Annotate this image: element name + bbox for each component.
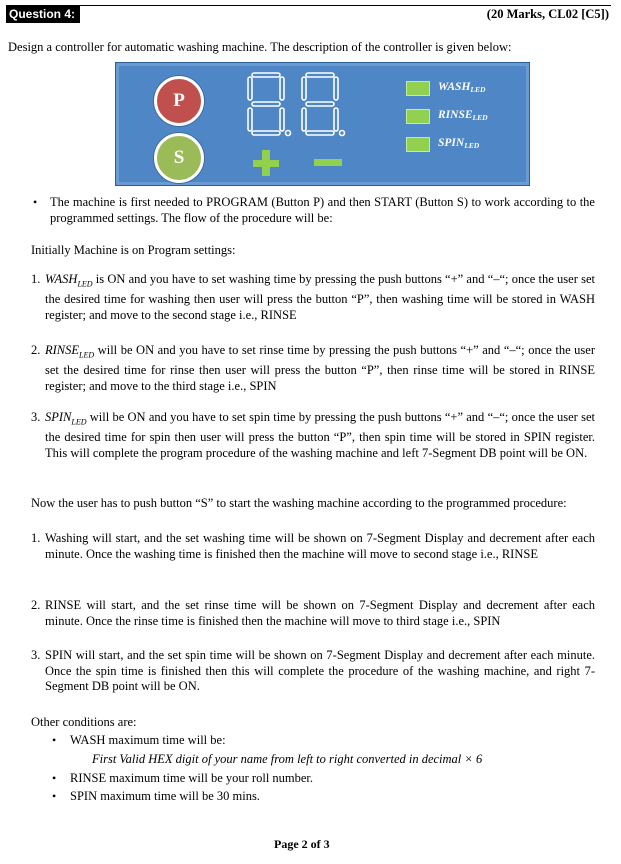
bullet-dot-icon: •	[52, 789, 57, 803]
step-number: 3.	[31, 410, 41, 424]
program-button: P	[154, 76, 204, 126]
step-var: $SPIN_{LED}$	[45, 410, 87, 427]
segment-a	[252, 73, 280, 77]
question-label: Question 4:	[6, 6, 80, 23]
start-button: S	[154, 133, 204, 183]
plus-button-icon	[253, 150, 279, 176]
wash-max-text: WASH maximum time will be:	[70, 733, 226, 747]
segment-e	[248, 108, 252, 131]
decimal-point	[340, 131, 345, 136]
run-step-3: SPIN will start, and the set spin time will be shown on 7-Segment Display and decrement after each minute. Once the spin time is finished then this will complete the procedure of the washing machine, and right 7-Segment DB point will be ON.	[45, 648, 595, 693]
decimal-point	[286, 131, 291, 136]
segment-d	[252, 131, 280, 135]
program-step-3: $SPIN_{LED}$ will be ON and you have to set spin time by pressing the push buttons “+” and “–“; once the user set the desired time for spin then user will press the button “P”, then spin time will be stored in SPIN register. This will complete the program procedure of the washing machine and left 7-Segment DB point will be ON.	[45, 410, 595, 460]
wash-led-label: $WASH_{LED}$	[438, 81, 486, 94]
start-intro-text: Now the user has to push button “S” to start the washing machine according to the programmed procedure:	[31, 496, 567, 510]
program-step-1: $WASH_{LED}$ is ON and you have to set washing time by pressing the push buttons “+” and “–“; once the user set the desired time for washing then user will press the button “P”, then washing time will be stored in WASH register; and move to the second stage i.e., RINSE	[45, 272, 595, 322]
run-step-2: RINSE will start, and the set rinse time will be shown on 7-Segment Display and decrement after each minute. Once the rinse time is finished then the machine will move to third stage i.e., SPIN	[45, 598, 595, 628]
wash-led-indicator	[406, 81, 430, 96]
controller-panel	[115, 62, 530, 186]
spin-led-indicator	[406, 137, 430, 152]
segment-f	[248, 77, 252, 100]
rinse-max-text: RINSE maximum time will be your roll number.	[70, 771, 314, 785]
marks-label: (20 Marks, CL02 [C5])	[486, 7, 609, 21]
segment-c	[334, 108, 338, 131]
bullet-dot-icon: •	[52, 771, 57, 785]
rinse-led-label: $RINSE_{LED}$	[438, 109, 488, 122]
segment-b	[280, 77, 284, 100]
step-number: 1.	[31, 272, 41, 286]
step-number: 1.	[31, 531, 41, 545]
step-number: 2.	[31, 343, 41, 357]
wash-max-formula: First Valid HEX digit of your name from left to right converted in decimal × 6	[92, 752, 483, 766]
minus-button-icon	[314, 159, 342, 166]
segment-e	[302, 108, 306, 131]
bullet-dot-icon: •	[33, 195, 38, 209]
other-conditions-title: Other conditions are:	[31, 715, 137, 729]
run-step-1: Washing will start, and the set washing time will be shown on 7-Segment Display and decrement after each minute. Once the washing time is finished then the machine will move to second stage i.e., RINSE	[45, 531, 595, 561]
segment-f	[302, 77, 306, 100]
segment-d	[306, 131, 334, 135]
rinse-led-indicator	[406, 109, 430, 124]
question-header	[6, 5, 611, 23]
segment-c	[280, 108, 284, 131]
program-step-2: $RINSE_{LED}$ will be ON and you have to set rinse time by pressing the push buttons “+” and “–“; once the user set the desired time for rinse then user will press the button “P”, then rinse time will be stored in RINSE register; and move to the third stage i.e., SPIN	[45, 343, 595, 393]
bullet-dot-icon: •	[52, 733, 57, 747]
segment-g	[252, 102, 280, 106]
seven-segment-display	[244, 71, 354, 141]
page-number: Page 2 of 3	[274, 837, 330, 851]
spin-led-label: $SPIN_{LED}$	[438, 137, 480, 150]
segment-b	[334, 77, 338, 100]
intro-text: Design a controller for automatic washing machine. The description of the controller is given below:	[8, 40, 512, 54]
initially-text: Initially Machine is on Program settings:	[31, 243, 236, 257]
main-bullet-text: The machine is first needed to PROGRAM (Button P) and then START (Button S) to work according to the programmed settings. The flow of the procedure will be:	[50, 195, 595, 225]
spin-max-text: SPIN maximum time will be 30 mins.	[70, 789, 260, 803]
step-var: $WASH_{LED}$	[45, 272, 93, 289]
step-number: 2.	[31, 598, 41, 612]
step-number: 3.	[31, 648, 41, 662]
segment-a	[306, 73, 334, 77]
step-var: $RINSE_{LED}$	[45, 343, 95, 360]
segment-g	[306, 102, 334, 106]
